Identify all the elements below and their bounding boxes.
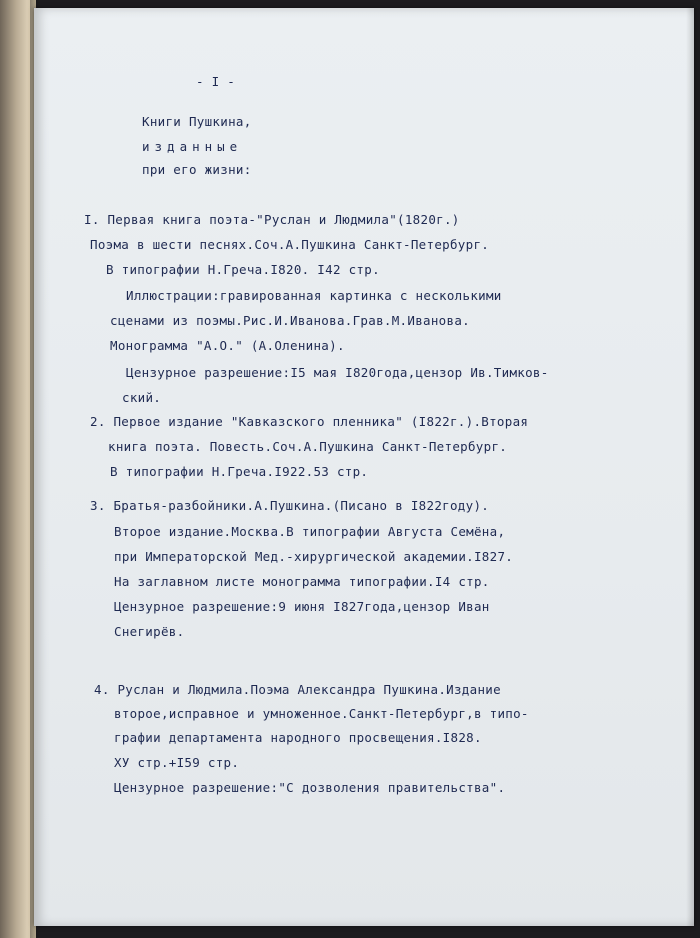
entry-4-line-1: 4. Руслан и Людмила.Поэма Александра Пушкина.Издание [94,682,501,697]
entry-3-line-2: Второе издание.Москва.В типографии Августа Семёна, [114,524,506,539]
heading-line-1: Книги Пушкина, [142,114,252,129]
entry-4-line-2: второе,исправное и умноженное.Санкт-Петербург,в типо- [114,706,529,721]
entry-2-line-3: В типографии Н.Греча.I922.53 стр. [110,464,369,479]
entry-2-line-2: книга поэта. Повесть.Соч.А.Пушкина Санкт-Петербург. [108,439,508,454]
entry-3-line-5: Цензурное разрешение:9 июня I827года,цензор Иван [114,599,490,614]
entry-1-line-2: Поэма в шести песнях.Соч.А.Пушкина Санкт-Петербург. [90,237,490,252]
entry-1-line-8: ский. [122,390,162,405]
entry-1-line-4: Иллюстрации:гравированная картинка с несколькими [126,288,502,303]
entry-3-line-4: На заглавном листе монограмма типографии.I4 стр. [114,574,490,589]
entry-1-line-5: сценами из поэмы.Рис.И.Иванова.Грав.М.Иванова. [110,313,470,328]
entry-1-line-7: Цензурное разрешение:I5 мая I820года,цензор Ив.Тимков- [126,365,549,380]
entry-4-line-4: ХУ стр.+I59 стр. [114,755,240,770]
entry-4-line-5: Цензурное разрешение:"С дозволения правительства". [114,780,506,795]
entry-3-line-3: при Императорской Мед.-хирургической академии.I827. [114,549,514,564]
heading-line-2: изданные [142,139,243,154]
entry-2-line-1: 2. Первое издание "Кавказского пленника" (I822г.).Вторая [90,414,529,429]
entry-3-line-1: 3. Братья-разбойники.А.Пушкина.(Писано в I822году). [90,498,490,513]
heading-line-3: при его жизни: [142,162,252,177]
entry-1-line-1: I. Первая книга поэта-"Руслан и Людмила"(1820г.) [84,212,460,227]
entry-3-line-6: Снегирёв. [114,624,185,639]
entry-1-line-6: Монограмма "А.О." (А.Оленина). [110,338,345,353]
document-page [34,8,694,926]
page-edge-shading [686,8,694,926]
page-number: - I - [196,74,236,89]
entry-4-line-3: графии департамента народного просвещения.I828. [114,730,482,745]
entry-1-line-3: В типографии Н.Греча.I820. I42 стр. [106,262,380,277]
